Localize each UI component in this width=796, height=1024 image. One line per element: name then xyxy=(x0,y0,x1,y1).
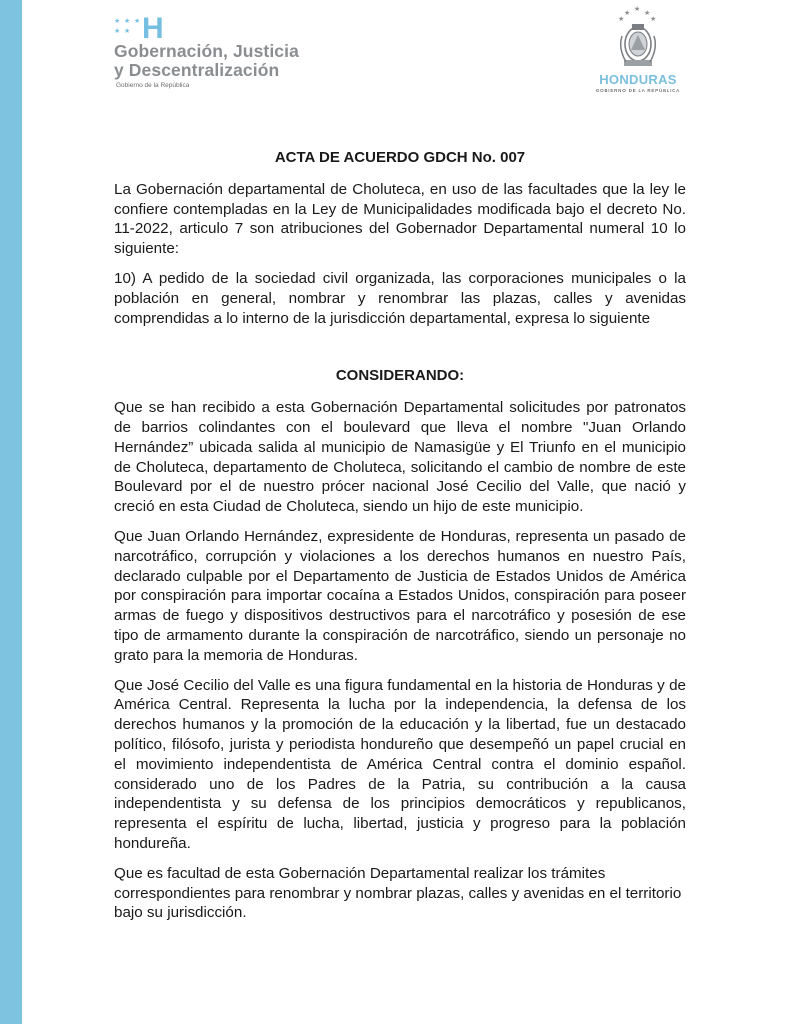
ministry-name-line2: y Descentralización xyxy=(114,60,280,80)
considerando-paragraph: Que José Cecilio del Valle es una figura fundamental en la historia de Honduras y de América Central. Representa la lucha por la independencia, la defensa de los derechos humanos y la promoción de la educación y la libertad, fue un destacado político, filósofo, jurista y periodista hondureño que desempeñó un papel crucial en el movimiento independentista de América Central contra el dominio español. considerado uno de los Padres de la Patria, su contribución a la causa independentista y su defensa de los principios democráticos y republicanos, representa el espíritu de lucha, libertad, justicia y progreso para la población hondureña. xyxy=(114,676,686,852)
honduras-seal-logo xyxy=(592,6,684,96)
considerando-paragraph: Que Juan Orlando Hernández, expresidente de Honduras, representa un pasado de narcotráfico, corrupción y violaciones a los derechos humanos en nuestro País, declarado culpable por el Departamento de Justicia de Estados Unidos de América por conspiración para importar cocaína a Estados Unidos, conspiración para poseer armas de fuego y dispositivos destructivos para el narcotráfico y posesión de ese tipo de armamento durante la conspiración de narcotráfico, siendo un personaje no grato para la memoria de Honduras. xyxy=(114,527,686,664)
honduras-wordmark: HONDURAS xyxy=(599,72,677,87)
coat-of-arms-icon xyxy=(618,20,658,72)
numeral-paragraph: 10) A pedido de la sociedad civil organizada, las corporaciones municipales o la población en general, nombrar y renombrar las plazas, calles y avenidas comprendidas a lo interno de la jurisdicción departamental, expresa lo siguiente xyxy=(114,269,686,327)
document-title: ACTA DE ACUERDO GDCH No. 007 xyxy=(274,149,526,166)
considerando-paragraph: Que se han recibido a esta Gobernación Departamental solicitudes por patronatos de barrios colindantes con el boulevard que lleva el nombre "Juan Orlando Hernández” ubicada salida al municipio de Namasigüe y El Triunfo en el municipio de Choluteca, departamento de Choluteca, solicitando el cambio de nombre de este Boulevard por el de nuestro prócer nacional José Cecilio del Valle, que nació y creció en esta Ciudad de Choluteca, siendo un hijo de este municipio. xyxy=(114,399,686,516)
considerando-heading: CONSIDERANDO: xyxy=(335,367,465,385)
ministry-name-line1: Gobernación, Justicia xyxy=(114,41,299,61)
seal-stars-icon: ★ ★ ★ ★ ★ xyxy=(618,6,657,23)
considerando-paragraph: Que es facultad de esta Gobernación Departamental realizar los trámites correspondientes para renombrar y nombrar plazas, calles y avenidas en el territorio bajo su jurisdicción. xyxy=(114,864,682,922)
intro-paragraph: La Gobernación departamental de Choluteca, en uso de las facultades que la ley le confiere contempladas en la Ley de Municipalidades modificada bajo el decreto No. 11-2022, articulo 7 son atribuciones del Gobernador Departamental numeral 10 lo siguiente: xyxy=(114,180,686,258)
document-body xyxy=(114,148,686,933)
stars-icon: ★ ★ ★ ★ ★ xyxy=(114,18,141,35)
logo-h-letter: H xyxy=(142,12,164,45)
side-color-band xyxy=(0,0,22,1024)
honduras-subtitle: GOBIERNO DE LA REPÚBLICA xyxy=(595,88,681,93)
ministry-subtitle: Gobierno de la República xyxy=(116,82,190,89)
